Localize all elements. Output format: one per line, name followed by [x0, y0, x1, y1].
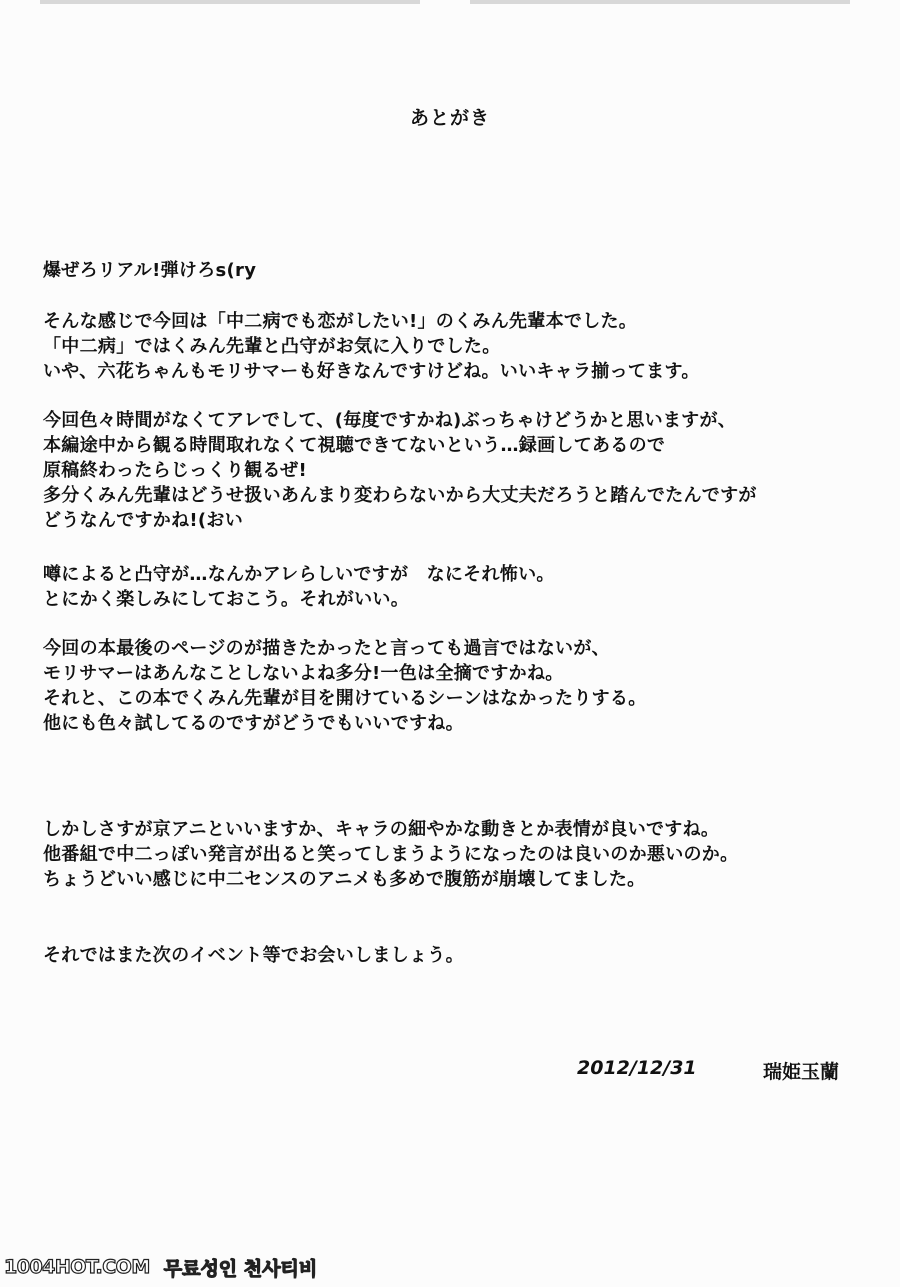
- watermark-description: 무료성인 천사티비: [163, 1257, 318, 1280]
- text-line: ちょうどいい感じに中二センスのアニメも多めで腹筋が崩壊してました。: [43, 869, 646, 890]
- text-line: それと、この本でくみん先輩が目を開けているシーンはなかったりする。: [43, 688, 647, 709]
- text-line: 噂によると凸守が…なんかアレらしいですが なにそれ怖い。: [43, 564, 555, 585]
- signature-author: 瑞姫玉蘭: [763, 1061, 840, 1083]
- watermark: [0, 1252, 317, 1282]
- text-line: 爆ぜろリアル!弾けろs(ry: [43, 260, 257, 281]
- scan-edge-mark: [40, 0, 420, 4]
- paragraph: [43, 258, 863, 283]
- text-line: モリサマーはあんなことしないよね多分!一色は全摘ですかね。: [43, 663, 564, 684]
- text-line: 「中二病」ではくみん先輩と凸守がお気に入りでした。: [43, 336, 501, 357]
- text-line: 多分くみん先輩はどうせ扱いあんまり変わらないから大丈夫だろうと踏んでたんですが: [43, 485, 757, 506]
- text-line: 本編途中から観る時間取れなくて視聴できてないという…録画してあるので: [43, 435, 666, 456]
- text-line: 他番組で中二っぽい発言が出ると笑ってしまうようになったのは良いのか悪いのか。: [43, 844, 739, 865]
- text-line: しかしさすが京アニといいますか、キャラの細やかな動きとか表情が良いですね。: [43, 819, 720, 840]
- text-line: そんな感じで今回は「中二病でも恋がしたい!」のくみん先輩本でした。: [43, 311, 638, 332]
- paragraph: [43, 817, 863, 892]
- text-line: とにかく楽しみにしておこう。それがいい。: [43, 589, 409, 610]
- paragraph: [43, 943, 863, 968]
- text-line: 今回色々時間がなくてアレでして、(毎度ですかね)ぶっちゃけどうかと思いますが、: [43, 410, 737, 431]
- paragraph: [43, 309, 863, 384]
- paragraph: [43, 408, 863, 533]
- text-line: 今回の本最後のページのが描きたかったと言っても過言ではないが、: [43, 638, 610, 659]
- scan-edge-mark: [470, 0, 850, 4]
- paragraph: [43, 636, 863, 736]
- text-line: 他にも色々試してるのですがどうでもいいですね。: [43, 713, 464, 734]
- text-line: どうなんですかね!(おい: [43, 510, 244, 531]
- text-line: それではまた次のイベント等でお会いしましょう。: [43, 945, 464, 966]
- page-title: あとがき: [409, 107, 490, 129]
- paragraph: [43, 562, 863, 612]
- text-line: いや、六花ちゃんもモリサマーも好きなんですけどね。いいキャラ揃ってます。: [43, 361, 700, 382]
- text-line: 原稿終わったらじっくり観るぜ!: [43, 460, 307, 481]
- signature-date: 2012/12/31: [577, 1057, 697, 1079]
- watermark-site: 1004HOT.COM: [4, 1256, 150, 1278]
